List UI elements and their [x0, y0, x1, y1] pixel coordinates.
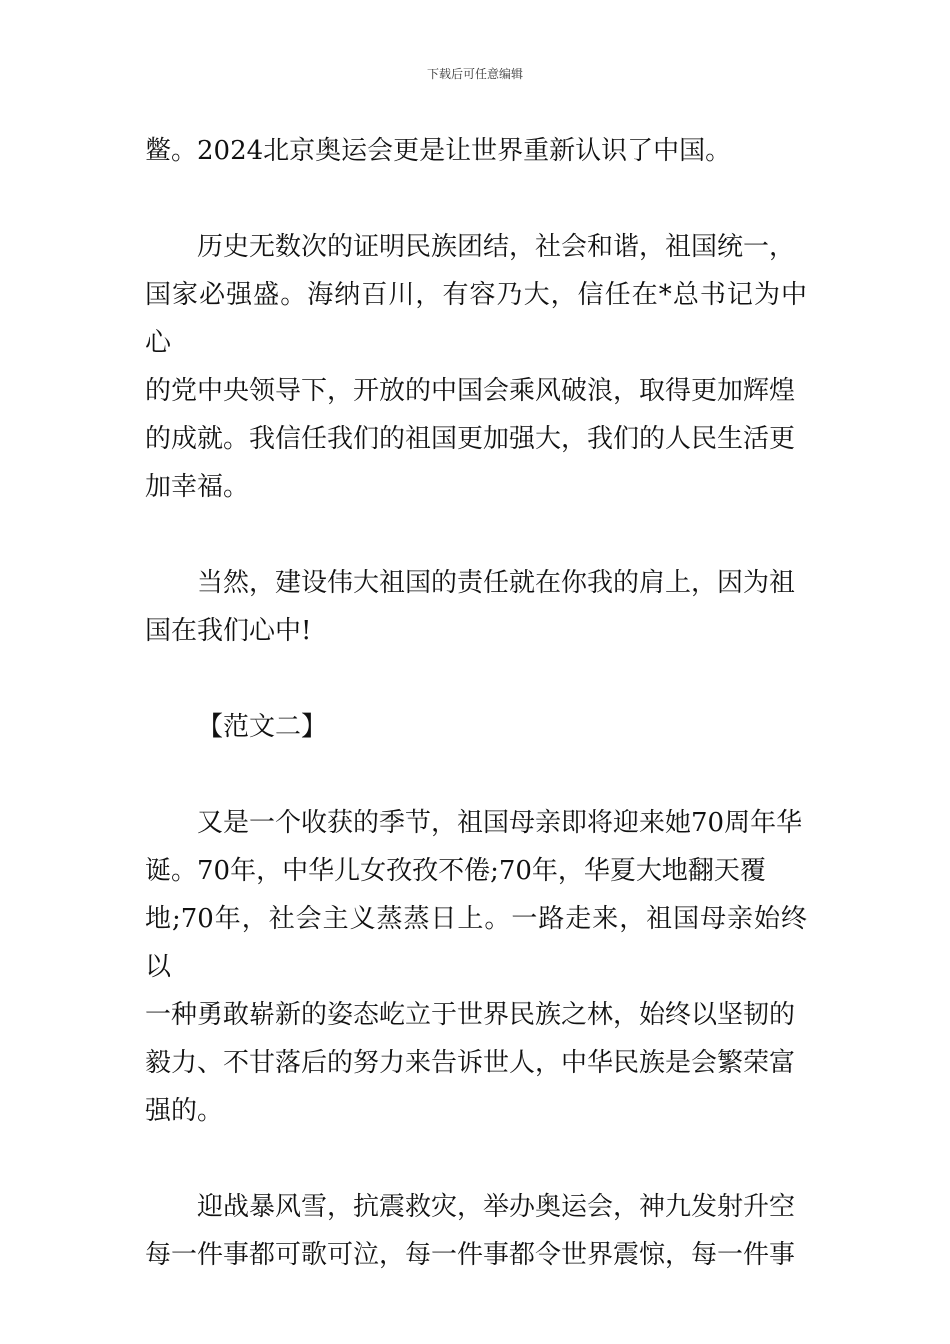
paragraph-4: [145, 799, 807, 1135]
text-line: 鳖。2024北京奥运会更是让世界重新认识了中国。: [145, 136, 732, 166]
heading-line: 【范文二】: [197, 712, 328, 742]
paragraph-1: [145, 127, 807, 175]
document-body: [145, 127, 807, 1279]
text-line: 地;70年，社会主义蒸蒸日上。一路走来，祖国母亲始终以: [145, 904, 807, 982]
text-line: 的党中央领导下，开放的中国会乘风破浪，取得更加辉煌: [145, 376, 796, 406]
text-line: 迎战暴风雪，抗震救灾，举办奥运会，神九发射升空: [197, 1192, 796, 1222]
text-line: 毅力、不甘落后的努力来告诉世人，中华民族是会繁荣富: [145, 1048, 796, 1078]
section-heading: [145, 703, 807, 751]
paragraph-3: [145, 559, 807, 655]
paragraph-2: [145, 223, 807, 511]
text-line: 国家必强盛。海纳百川，有容乃大，信任在*总书记为中心: [145, 280, 807, 358]
page-header: 下载后可任意编辑: [426, 67, 523, 81]
text-line: 当然，建设伟大祖国的责任就在你我的肩上，因为祖: [197, 568, 796, 598]
text-line: 每一件事都可歌可泣，每一件事都令世界震惊，每一件事: [145, 1240, 796, 1270]
text-line: 加幸福。: [145, 472, 250, 502]
text-line: 强的。: [145, 1096, 224, 1126]
text-line: 国在我们心中!: [145, 616, 312, 646]
text-line: 历史无数次的证明民族团结，社会和谐，祖国统一，: [197, 232, 796, 262]
text-line: 一种勇敢崭新的姿态屹立于世界民族之林，始终以坚韧的: [145, 1000, 796, 1030]
text-line: 诞。70年，中华儿女孜孜不倦;70年，华夏大地翻天覆: [145, 856, 766, 886]
paragraph-5: [145, 1183, 807, 1279]
text-line: 又是一个收获的季节，祖国母亲即将迎来她70周年华: [197, 808, 803, 838]
text-line: 的成就。我信任我们的祖国更加强大，我们的人民生活更: [145, 424, 796, 454]
